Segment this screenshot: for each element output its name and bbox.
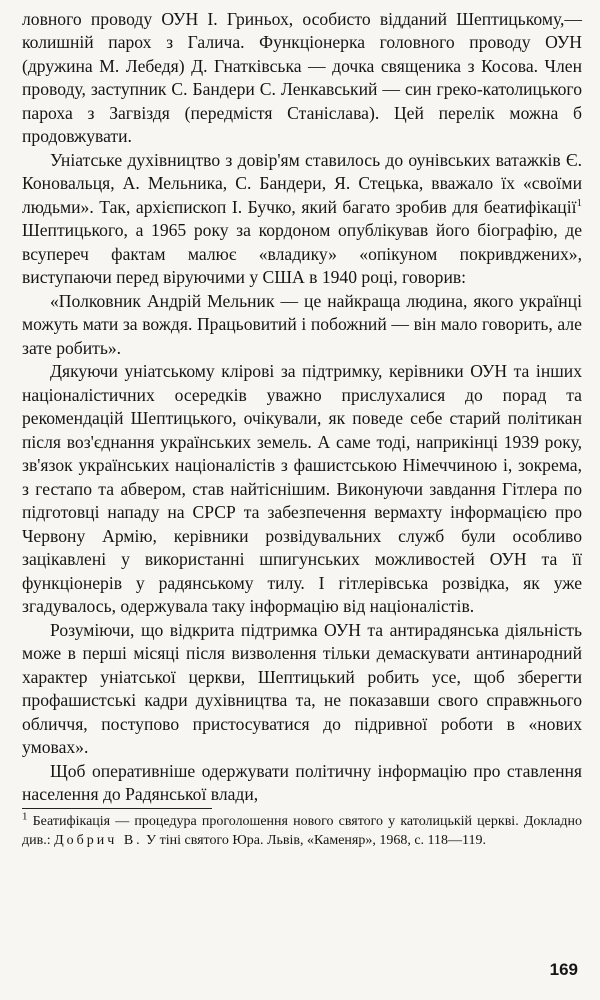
footnote-divider xyxy=(22,808,212,809)
paragraph-2-continued: Шептицького, а 1965 року за кордоном опублікував його біографію, де всупереч фактам малює «владику» «опікуном покривджених», виступаючи перед віруючими у США в 1940 році, говорив: xyxy=(22,220,582,288)
paragraph-3: Дякуючи уніатському клірові за підтримку, керівники ОУН та інших націоналістичних осередків уважно прислухалися до порад та рекомендацій Шептицького, очікували, як поведе себе старий політикан після воз'єднання українських земель. А саме тоді, наприкінці 1939 року, зв'язок українських націоналістів з фашистською Німеччиною і, зокрема, з гестапо та абвером, став найтіснішим. Виконуючи завдання Гітлера по підготовці нападу на СРСР та забезпечення вермахту інформацією про Червону Армію, керівники розвідувальних служб були особливо зацікавлені у використанні шпигунських можливостей ОУН та її функціонерів у радянському тилу. І гітлерівська розвідка, як уже згадувалось, одержувала таку інформацію від націоналістів. xyxy=(22,361,582,617)
paragraph-5: Щоб оперативніше одержувати політичну інформацію про ставлення населення до Радянської влади, xyxy=(22,760,582,804)
footnote-mark: 1 xyxy=(22,810,28,823)
main-text xyxy=(22,8,582,806)
footnote-text-after: У тіні святого Юра. Львів, «Каменяр», 1968, с. 118—119. xyxy=(142,832,487,848)
footnote-author: Добрич В. xyxy=(54,832,143,848)
paragraph-2 xyxy=(22,149,582,290)
paragraph-1: ловного проводу ОУН І. Гриньох, особисто відданий Шептицькому,— колишній парох з Галича. Функціонерка головного проводу ОУН (дружина М. Лебедя) Д. Гнатківська — дочка священика з Косова. Член проводу, заступник С. Бандери С. Ленкавський — син греко-католицького пароха з Загвіздя (передмістя Станіслава). Цей перелік можна б продовжувати. xyxy=(22,9,582,147)
quote-paragraph: «Полковник Андрій Мельник — це найкраща людина, якого українці можуть мати за вождя. Працьовитий і побожний — він мало говорить, але зате робить». xyxy=(22,290,582,358)
footnote xyxy=(22,810,582,850)
page-number: 169 xyxy=(549,960,578,979)
paragraph-4: Розуміючи, що відкрита підтримка ОУН та антирадянська діяльність може в перші місяці після визволення тільки демаскувати антинародний характер уніатської церкви, Шептицький робить усе, щоб зберегти профашистські кадри духівництва та, не показавши свого справжнього обличчя, поступово пристосуватися до підривної роботи в «нових умовах». xyxy=(22,619,582,758)
paragraph-2-text: Уніатське духівництво з довір'ям ставилось до оунівських ватажків Є. Коновальця, А. Мельника, С. Бандери, Я. Стецька, вважало їх «своїми людьми». Так, архієпископ І. Бучко, який багато зробив для беатифікації xyxy=(22,149,582,217)
footnote-text-before: Беатифікація — процедура проголошення нового святого у католицькій церкві. Докладно див.: xyxy=(22,814,582,848)
footnote-reference: 1 xyxy=(576,197,582,210)
